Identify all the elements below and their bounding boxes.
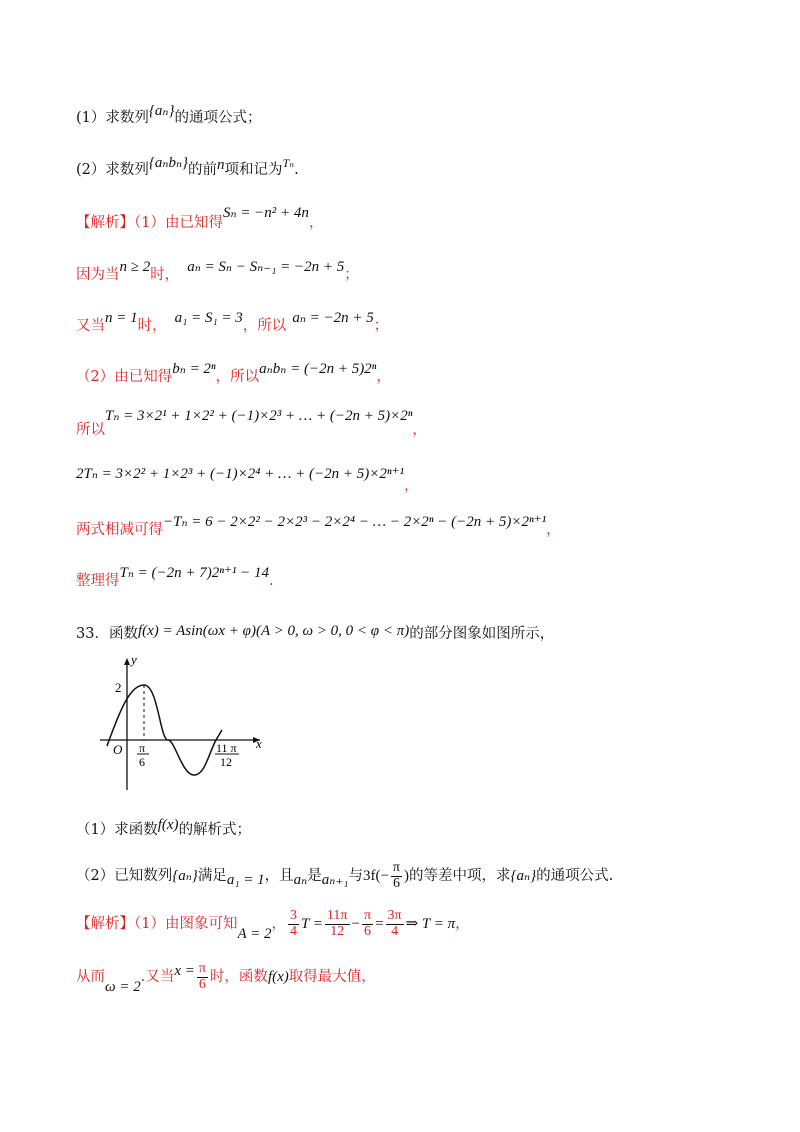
question-2 [76,155,299,179]
sol4-end: ， [376,369,391,385]
sol6-formula: 2Tₙ = 3×2² + 1×2³ + (−1)×2⁴ + … + (−2n + 5)×2ⁿ⁺¹ [76,466,405,482]
sol8-end: . [269,573,274,589]
sol33-1-minus: − [351,916,360,933]
q1-seq: {aₙ} [148,103,175,119]
sol8-formula: Tₙ = (−2n + 7)2ⁿ⁺¹ − 14 [119,565,270,581]
sol4-formula2: aₙbₙ = (−2n + 5)2ⁿ [259,361,377,377]
sol4-text: （2）由已知得 [76,369,173,385]
q2-n: n [217,157,225,173]
p33-num: 33．函数 [76,626,138,642]
q33-2-seq2: {aₙ} [510,868,537,885]
sol3-end: ； [373,318,389,334]
p33-formula: f(x) = Asin(ωx + φ)(A > 0, ω > 0, 0 < φ < π) [137,623,410,639]
q33-2-expr-post: ) [404,868,409,885]
solution-line-6 [76,466,419,494]
sol2-end: ； [344,267,359,283]
solution-33-line-1 [76,908,470,943]
q33-2-an1: aₙ₊₁ [321,872,349,889]
frac-11pi-12-num: 11π [326,908,348,923]
q2-T: Tₙ [282,156,295,170]
frac-3-4-num: 3 [290,908,297,923]
x-tick2-den: 12 [220,755,232,769]
sol33-2-t4: 取得最大值， [288,969,376,986]
sol2-cond: n ≥ 2 [119,259,151,275]
q33-2-t3: 是 [307,868,322,885]
q33-2-t4: 与 [348,868,363,885]
sol33-1-sep: ， [271,916,286,933]
q33-1-tail: 的解析式； [178,822,252,838]
sol1-end: ， [308,215,324,231]
q2-end: . [294,162,299,178]
solution-line-4 [76,361,391,386]
solution-line-1 [76,205,324,232]
sine-graph [100,650,270,790]
sol2-formula: aₙ = Sₙ − Sₙ₋₁ = −2n + 5 [187,259,345,275]
frac-3pi-4-den: 4 [391,923,399,939]
frac-pi-6-b-den: 6 [198,976,206,992]
sol7-text: 两式相减可得 [76,522,163,538]
frac-11pi-12-den: 12 [330,923,345,939]
problem-33 [76,622,554,643]
sol6-end: ， [404,478,419,494]
origin-label: O [113,742,123,757]
frac-3-4-den: 4 [290,923,297,939]
q33-2-seq: {aₙ} [172,868,198,885]
frac-3-4 [288,909,299,939]
question-1 [76,103,262,127]
q2-label: (2）求数列 [76,162,149,178]
solution-line-7 [76,514,561,539]
q1-label: (1）求数列 [76,110,149,126]
sol3-cond: n = 1 [105,310,138,326]
solution-tag: 【解析】 [76,215,134,231]
q33-2-t5: 的等差中项，求 [409,868,511,885]
q33-2-label: （2）已知数列 [76,868,173,885]
sol5-text: 所以 [76,422,105,438]
sol1-text: （1）由已知得 [134,215,223,231]
q33-2-frac [391,861,402,891]
q2-mid: 的前 [188,162,218,178]
q33-2-a1: a₁ = 1 [226,872,265,889]
y-axis-label: y [131,652,137,667]
q2-seq: {aₙbₙ} [148,155,189,171]
sol33-1-end: ， [455,916,470,933]
sol3-formula: a₁ = S₁ = 3 [174,310,243,326]
q33-1-f: f(x) [157,817,179,833]
q33-2-t6: 的通项公式. [536,868,614,885]
sol5-end: ， [412,422,427,438]
q33-2-t1: 满足 [197,868,227,885]
sol33-1-eq: = [375,916,384,933]
sol33-2-x: x = [174,963,195,980]
q33-1-label: （1）求函数 [76,822,158,838]
sol33-1-result: ⇒ T = π [405,916,456,933]
y-axis-arrow [124,658,130,665]
sol3-text: 又当 [76,318,105,334]
frac-pi-6-b-num: π [198,961,206,976]
frac-pi-6-b [197,962,208,992]
q33-2-an: aₙ [293,872,308,889]
sol5-formula: Tₙ = 3×2¹ + 1×2² + (−1)×2³ + … + (−2n + 5)×2ⁿ [105,408,413,424]
p33-tail: 的部分图象如图所示， [409,626,555,642]
q1-tail: 的通项公式； [174,110,262,126]
frac-pi-6 [362,909,373,939]
frac-11pi-12 [325,909,350,939]
sol33-2-t2: .又当 [140,969,175,986]
solution-line-3 [76,310,389,335]
x-tick1-num: π [139,741,146,755]
sol7-formula: −Tₙ = 6 − 2×2² − 2×2³ − 2×2⁴ − … − 2×2ⁿ − (−2n + 5)×2ⁿ⁺¹ [163,514,547,530]
sol2-text: 因为当 [76,267,120,283]
frac-pi-6-den: 6 [364,923,372,939]
sine-curve [107,685,222,775]
solution-line-8 [76,565,274,590]
q33-2-expr-pre: 3f(− [362,868,389,885]
q2-mid2: 项和记为 [224,162,283,178]
sol1-formula: Sₙ = −n² + 4n [222,205,309,221]
frac-pi-6-num: π [363,908,372,923]
sol33-2-w: ω = 2 [105,979,141,996]
frac-3pi-4 [386,909,404,939]
sol7-end: ， [546,522,561,538]
solution-line-2 [76,259,359,284]
x-tick2-num: 11 π [216,741,237,755]
sol33-1-T: T = [301,916,323,933]
q33-2-t2: ，且 [264,868,294,885]
q33-2-frac-den: 6 [392,875,400,891]
frac-3pi-4-num: 3π [387,908,402,923]
question-33-2 [76,861,613,891]
x-tick1-den: 6 [139,755,145,769]
sol33-1-A: A = 2 [237,926,272,943]
sol4-text2: ，所以 [215,369,260,385]
sol33-2-f: f(x) [267,969,289,986]
y-tick-label: 2 [115,680,122,695]
sol3-formula2: aₙ = −2n + 5 [292,310,374,326]
question-33-1 [76,818,251,839]
sol33-1-text: （1）由图象可知 [134,916,238,933]
solution-line-5 [76,408,427,439]
sol2-text2: 时， [150,267,180,283]
solution-33-line-2 [76,961,376,996]
solution-33-tag: 【解析】 [76,916,134,933]
x-axis-label: x [256,736,262,751]
q33-2-frac-num: π [392,860,400,875]
sol33-2-text: 从而 [76,969,105,986]
sol8-text: 整理得 [76,573,120,589]
sol3-text3: ，所以 [242,318,287,334]
sol3-text2: 时， [137,318,167,334]
sol33-2-t3: 时，函数 [209,969,268,986]
sol4-formula: bₙ = 2ⁿ [172,361,216,377]
